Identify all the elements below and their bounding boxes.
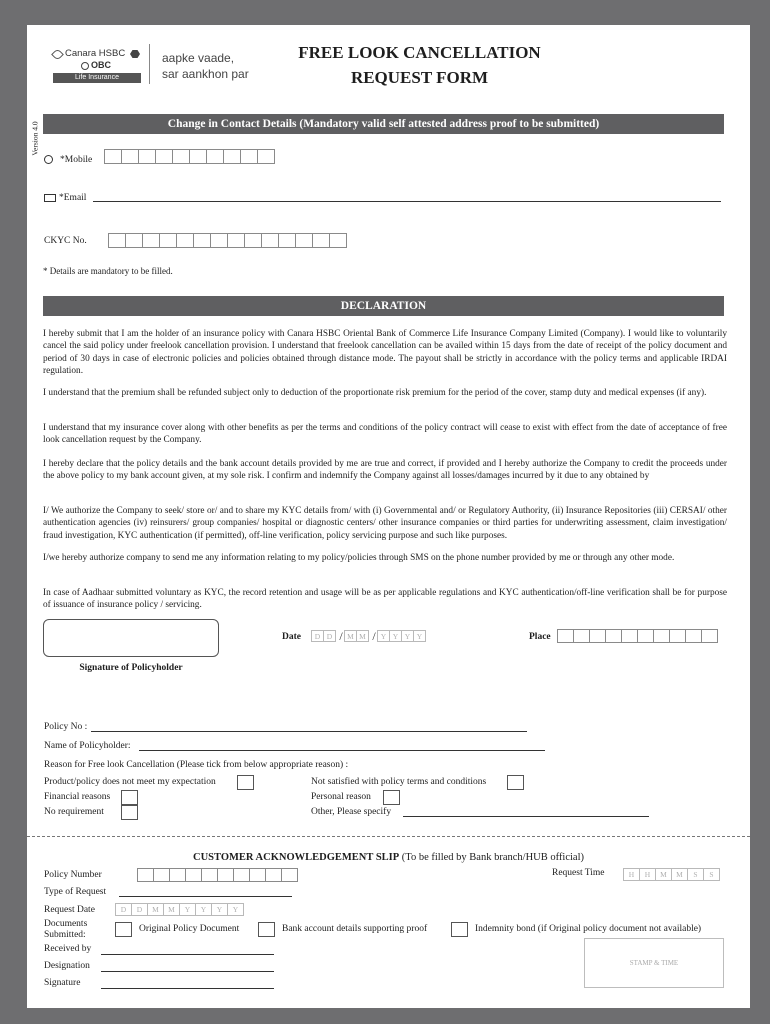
date-digit-d1: D xyxy=(311,630,324,642)
version-label: Version 4.0 xyxy=(30,121,40,156)
doc-original-policy-checkbox[interactable] xyxy=(115,922,132,937)
date-digit-y1: Y xyxy=(377,630,390,642)
date-digit-d2: D xyxy=(323,630,336,642)
mobile-label: *Mobile xyxy=(60,155,93,165)
documents-label-1: Documents xyxy=(44,919,88,929)
reason-no-requirement-checkbox[interactable] xyxy=(121,805,138,820)
req-date-digit-m2: M xyxy=(163,903,180,916)
stamp-time-label: STAMP & TIME xyxy=(629,959,679,967)
reason-personal-checkbox[interactable] xyxy=(383,790,400,805)
declaration-header: DECLARATION xyxy=(43,296,724,316)
date-digit-m2: M xyxy=(356,630,369,642)
email-field[interactable] xyxy=(93,201,721,202)
policy-no-field[interactable] xyxy=(91,731,527,732)
hsbc-hexagon-icon xyxy=(130,50,140,58)
designation-label: Designation xyxy=(44,961,90,971)
mobile-input[interactable] xyxy=(104,149,274,164)
policyholder-name-field[interactable] xyxy=(139,750,545,751)
doc-indemnity-label: Indemnity bond (if Original policy document not available) xyxy=(475,924,702,934)
designation-field[interactable] xyxy=(101,971,274,972)
obc-mark-icon xyxy=(81,62,89,70)
form-page xyxy=(27,25,750,1008)
reason-no-requirement-label: No requirement xyxy=(44,807,104,817)
received-by-label: Received by xyxy=(44,944,92,954)
reason-label: Reason for Free look Cancellation (Please tick from below appropriate reason) : xyxy=(44,760,349,770)
slip-title-rest: (To be filled by Bank branch/HUB official) xyxy=(401,852,584,863)
ckyc-input[interactable] xyxy=(108,233,346,248)
email-icon xyxy=(44,194,56,202)
declaration-paragraph-2: I understand that the premium shall be refunded subject only to deduction of the proportionate risk premium for the period of the cover, stamp duty and medical expenses (if any). xyxy=(43,388,707,398)
documents-label-2: Submitted: xyxy=(44,930,86,940)
declaration-paragraph-4: I hereby declare that the policy details and the bank account details provided by me are true and correct, if provided and I hereby authorize the Company to credit the proceeds under the above policy to my bank account given, at my sole risk. I confirm and indemnify the Company against all losses/damages incurred by it due to any obtained by xyxy=(43,459,727,482)
logo-company-name: Canara HSBC xyxy=(65,48,126,59)
reason-terms-label: Not satisfied with policy terms and conditions xyxy=(311,777,487,787)
signature-label: Signature of Policyholder xyxy=(79,663,183,673)
company-logo xyxy=(53,46,143,86)
time-digit-h2: H xyxy=(639,868,656,881)
date-digit-y2: Y xyxy=(389,630,402,642)
request-date-input[interactable] xyxy=(115,903,243,916)
slip-title xyxy=(27,852,750,863)
time-digit-m2: M xyxy=(671,868,688,881)
reason-other-label: Other, Please specify xyxy=(311,807,392,817)
email-label: *Email xyxy=(59,193,87,203)
type-of-request-field[interactable] xyxy=(119,896,292,897)
mandatory-note: * Details are mandatory to be filled. xyxy=(43,266,173,276)
doc-original-policy-label: Original Policy Document xyxy=(139,924,240,934)
time-digit-s1: S xyxy=(687,868,704,881)
req-date-digit-y2: Y xyxy=(195,903,212,916)
received-by-field[interactable] xyxy=(101,954,274,955)
form-title-line-1: FREE LOOK CANCELLATION xyxy=(298,43,541,62)
cut-line-divider xyxy=(27,836,750,837)
reason-other-field[interactable] xyxy=(403,816,649,817)
date-digit-m1: M xyxy=(344,630,357,642)
slip-title-bold: CUSTOMER ACKNOWLEDGEMENT SLIP xyxy=(193,852,400,863)
req-date-digit-y1: Y xyxy=(179,903,196,916)
reason-expectation-label: Product/policy does not meet my expectation xyxy=(44,777,216,787)
slip-policy-number-label: Policy Number xyxy=(44,870,102,880)
doc-indemnity-checkbox[interactable] xyxy=(451,922,468,937)
tagline-line-2: sar aankhon par xyxy=(162,67,249,81)
declaration-paragraph-6: I/we hereby authorize company to send me any information relating to my policy/policies through SMS on the phone number provided by me or through any other mode. xyxy=(43,553,675,563)
tagline-line-1: aapke vaade, xyxy=(162,51,235,65)
form-title-line-2: REQUEST FORM xyxy=(350,68,489,87)
signature-box[interactable] xyxy=(43,619,219,657)
policyholder-name-label: Name of Policyholder: xyxy=(44,741,131,751)
req-date-digit-d2: D xyxy=(131,903,148,916)
req-date-digit-m1: M xyxy=(147,903,164,916)
doc-bank-proof-label: Bank account details supporting proof xyxy=(282,924,428,934)
declaration-paragraph-7: In case of Aadhaar submitted voluntary as KYC, the record retention and usage will be as per applicable regulations and KYC authentication/off-line verification shall be for purpose of issuance of insurance policy / servicing. xyxy=(43,588,727,611)
date-input[interactable] xyxy=(311,630,425,642)
date-digit-y3: Y xyxy=(401,630,414,642)
logo-subtitle: Life Insurance xyxy=(53,73,141,83)
type-of-request-label: Type of Request xyxy=(44,887,107,897)
request-time-input[interactable] xyxy=(623,868,719,881)
reason-financial-label: Financial reasons xyxy=(44,792,111,802)
req-date-digit-d1: D xyxy=(115,903,132,916)
reason-financial-checkbox[interactable] xyxy=(121,790,138,805)
reason-personal-label: Personal reason xyxy=(311,792,371,802)
time-digit-s2: S xyxy=(703,868,720,881)
ckyc-label: CKYC No. xyxy=(44,236,87,246)
place-label: Place xyxy=(529,632,551,642)
request-time-label: Request Time xyxy=(552,868,605,878)
slip-signature-field[interactable] xyxy=(101,988,274,989)
contact-section-header: Change in Contact Details (Mandatory valid self attested address proof to be submitted) xyxy=(43,114,724,134)
logo-divider xyxy=(149,44,150,84)
reason-terms-checkbox[interactable] xyxy=(507,775,524,790)
doc-bank-proof-checkbox[interactable] xyxy=(258,922,275,937)
declaration-paragraph-3: I understand that my insurance cover along with other benefits as per the terms and conditions of the policy contract will cease to exist with effect from the date of acceptance of free look cancellation request by the Company. xyxy=(43,423,727,446)
logo-mark-icon xyxy=(51,48,64,61)
date-separator-1: / xyxy=(337,630,345,642)
date-label: Date xyxy=(282,632,301,642)
declaration-paragraph-1: I hereby submit that I am the holder of an insurance policy with Canara HSBC Oriental Bank of Commerce Life Insurance Company Limited (Company). I would like to voluntarily cancel the said policy under freelook cancellation provision. I understand that freelook cancellation can be availed within 15 days from the date of receipt of the policy document and period of 30 days in case of electronic policies and policies obtained through distance mode. The payout shall be strictly in accordance with the policy terms and applicable IRDAI regulation. xyxy=(43,329,727,377)
date-digit-y4: Y xyxy=(413,630,426,642)
logo-bank-name: OBC xyxy=(91,60,111,70)
place-input[interactable] xyxy=(557,629,717,643)
policy-no-label: Policy No : xyxy=(44,722,88,732)
date-separator-2: / xyxy=(370,630,378,642)
time-digit-m1: M xyxy=(655,868,672,881)
time-digit-h1: H xyxy=(623,868,640,881)
declaration-paragraph-5: I/ We authorize the Company to seek/ store or/ and to share my KYC details from/ with (i) Governmental and/ or Regulatory Authority, (ii) Insurance Repositories (iii) CERSAI/ other authentication agencies (iv) reinsurers/ group companies/ hospital or diagnostic centers/ other insurance companies or third parties for underwriting assessment, claim investigation/ fraud investigation, KYC authentication (if permitted), off-line verification, policy servicing purpose and such like purposes. xyxy=(43,506,727,541)
slip-signature-label: Signature xyxy=(44,978,81,988)
request-date-label: Request Date xyxy=(44,905,95,915)
reason-expectation-checkbox[interactable] xyxy=(237,775,254,790)
mobile-icon xyxy=(44,155,53,164)
slip-policy-number-input[interactable] xyxy=(137,868,297,882)
req-date-digit-y3: Y xyxy=(211,903,228,916)
req-date-digit-y4: Y xyxy=(227,903,244,916)
